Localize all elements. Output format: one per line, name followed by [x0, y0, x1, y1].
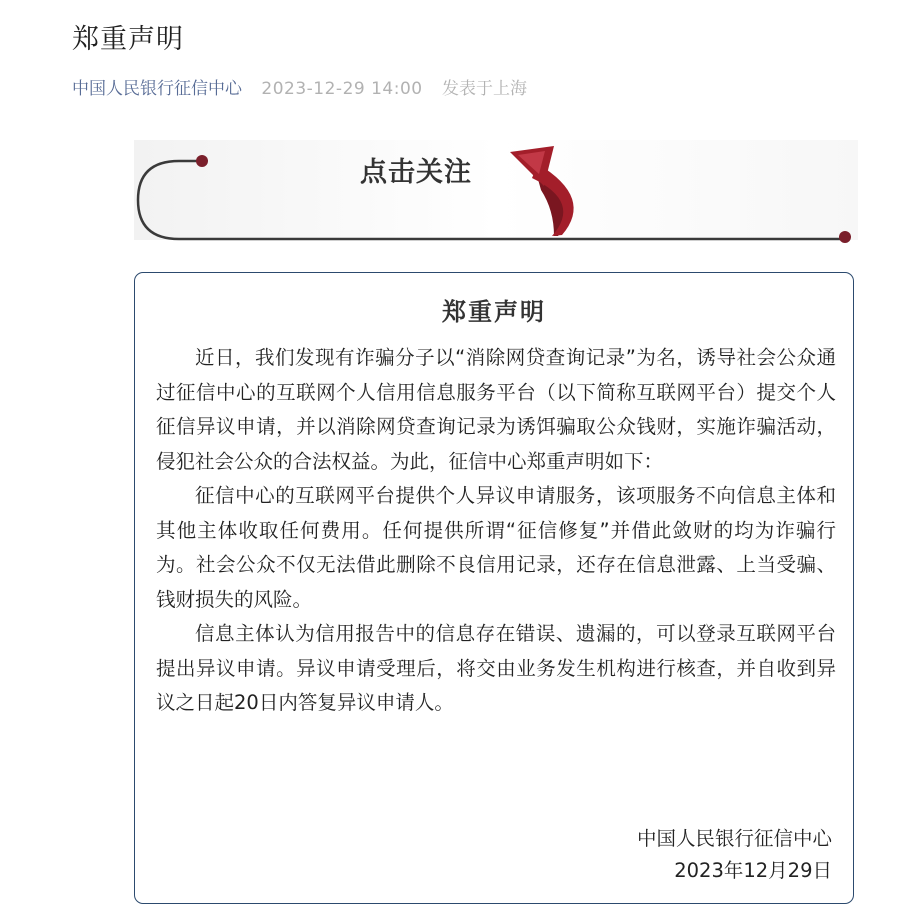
page-title: 郑重声明 — [72, 24, 184, 55]
signature-block — [637, 823, 832, 887]
author-link[interactable]: 中国人民银行征信中心 — [72, 79, 242, 99]
publish-location: 发表于上海 — [442, 79, 528, 99]
banner-background — [134, 140, 858, 240]
follow-banner[interactable] — [134, 140, 858, 250]
notice-paragraph-2: 征信中心的互联网平台提供个人异议申请服务，该项服务不向信息主体和其他主体收取任何费用。任何提供所谓“征信修复”并借此敛财的均为诈骗行为。社会公众不仅无法借此删除不良信用记录，还存在信息泄露、上当受骗、钱财损失的风险。 — [156, 484, 836, 611]
banner-dot-end — [839, 231, 851, 243]
signature-date: 2023年12月29日 — [674, 859, 832, 882]
notice-body — [156, 341, 836, 721]
notice-heading: 郑重声明 — [442, 298, 546, 326]
notice-paragraph-1: 近日，我们发现有诈骗分子以“消除网贷查询记录”为名，诱导社会公众通过征信中心的互联网个人信用信息服务平台（以下简称互联网平台）提交个人征信异议申请，并以消除网贷查询记录为诱饵骗取公众钱财，实施诈骗活动，侵犯社会公众的合法权益。为此，征信中心郑重声明如下： — [156, 346, 836, 473]
banner-graphic — [134, 140, 858, 250]
article-meta — [72, 77, 527, 101]
follow-label[interactable]: 点击关注 — [360, 157, 472, 188]
banner-dot-start — [196, 155, 208, 167]
signature-organization: 中国人民银行征信中心 — [636, 827, 832, 850]
notice-box — [134, 272, 854, 904]
notice-paragraph-3: 信息主体认为信用报告中的信息存在错误、遗漏的，可以登录互联网平台提出异议申请。异议申请受理后，将交由业务发生机构进行核查，并自收到异议之日起20日内答复异议申请人。 — [156, 622, 836, 714]
publish-time: 2023-12-29 14:00 — [261, 79, 423, 99]
